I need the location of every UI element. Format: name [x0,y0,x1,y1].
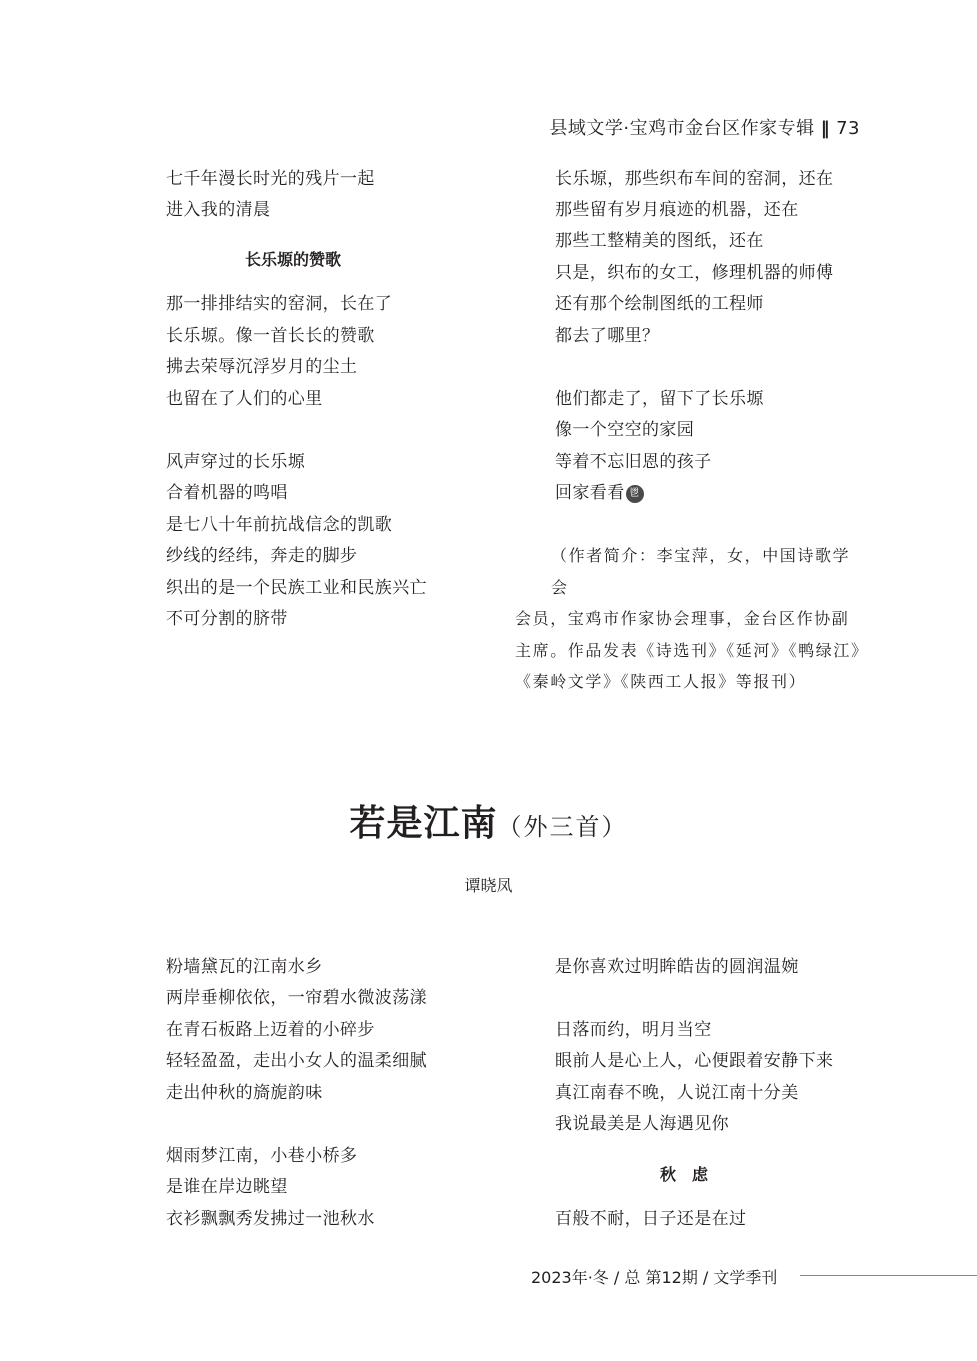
poem-line: 日落而约，明月当空 [555,1020,712,1040]
poem-line: 也留在了人们的心里 [166,389,323,409]
poem-line: 是谁在岸边眺望 [166,1177,288,1197]
poem-line-final [555,482,644,504]
bio-line: 《秦岭文学》《陕西工人报》等报刊） [515,672,807,691]
poem-line: 织出的是一个民族工业和民族兴亡 [166,578,427,598]
poem-line: 眼前人是心上人，心便跟着安静下来 [555,1051,834,1071]
poem-line: 真江南春不晚，人说江南十分美 [555,1083,799,1103]
poem-line: 长乐塬，那些织布车间的窑洞，还在 [555,169,834,189]
article-title: 若是江南 [349,802,498,844]
poem-line: 他们都走了，留下了长乐塬 [555,389,764,409]
footer-rule [800,1275,977,1276]
header-separator: ‖ [820,118,831,139]
poem-line: 是你喜欢过明眸皓齿的圆润温婉 [555,957,799,977]
end-mark-icon: 鬯 [626,485,644,503]
poem-line: 那一排排结实的窑洞，长在了 [166,294,393,314]
bio-line: 主席。作品发表《诗选刊》《延河》《鸭绿江》 [515,640,869,660]
poem-line: 烟雨梦江南，小巷小桥多 [166,1146,358,1166]
poem-subtitle: 长乐塬的赞歌 [245,250,342,269]
poem-line: 只是，织布的女工，修理机器的师傅 [555,263,834,283]
poem-line: 百般不耐，日子还是在过 [555,1209,747,1229]
poem-line: 不可分割的脐带 [166,609,288,629]
page-footer: 2023年·冬 / 总 第12期 / 文学季刊 [531,1268,778,1287]
poem-subtitle: 秋 虑 [660,1165,709,1184]
poem-line: 拂去荣辱沉浮岁月的尘土 [166,357,358,377]
poem-line: 进入我的清晨 [166,200,271,220]
bio-line: （作者简介：李宝萍，女，中国诗歌学会 [551,546,851,597]
poem-line: 长乐塬。像一首长长的赞歌 [166,326,375,346]
poem-line: 粉墙黛瓦的江南水乡 [166,957,323,977]
running-header [549,114,860,140]
bio-line: 会员，宝鸡市作家协会理事，金台区作协副 [515,609,850,628]
poem-line: 轻轻盈盈，走出小女人的温柔细腻 [166,1051,427,1071]
poem-line: 七千年漫长时光的残片一起 [166,169,375,189]
poem-line: 是七八十年前抗战信念的凯歌 [166,515,393,535]
poem-line: 我说最美是人海遇见你 [555,1114,729,1134]
poem-line: 两岸垂柳依依，一帘碧水微波荡漾 [166,988,427,1008]
poem-line: 衣衫飘飘秀发拂过一池秋水 [166,1209,375,1229]
poem-line: 风声穿过的长乐塬 [166,452,306,472]
poem-line: 都去了哪里？ [555,326,660,346]
poem-line: 那些留有岁月痕迹的机器，还在 [555,200,799,220]
article-heading [0,795,977,846]
poem-line: 合着机器的鸣唱 [166,483,288,503]
poem-line: 那些工整精美的图纸，还在 [555,231,764,251]
article-author: 谭晓凤 [464,876,513,895]
poem-line: 走出仲秋的旖旎韵味 [166,1083,323,1103]
header-section: 县域文学·宝鸡市金台区作家专辑 [549,118,815,139]
poem-line-text: 回家看看 [555,483,625,503]
poem-line: 还有那个绘制图纸的工程师 [555,294,764,314]
author-bio [515,540,869,698]
page-number: 73 [836,118,860,139]
article-title-suffix: （外三首） [497,813,628,841]
poem-line: 纱线的经纬，奔走的脚步 [166,546,358,566]
poem-line: 在青石板路上迈着的小碎步 [166,1020,375,1040]
poem-line: 等着不忘旧恩的孩子 [555,452,712,472]
poem-line: 像一个空空的家园 [555,420,695,440]
